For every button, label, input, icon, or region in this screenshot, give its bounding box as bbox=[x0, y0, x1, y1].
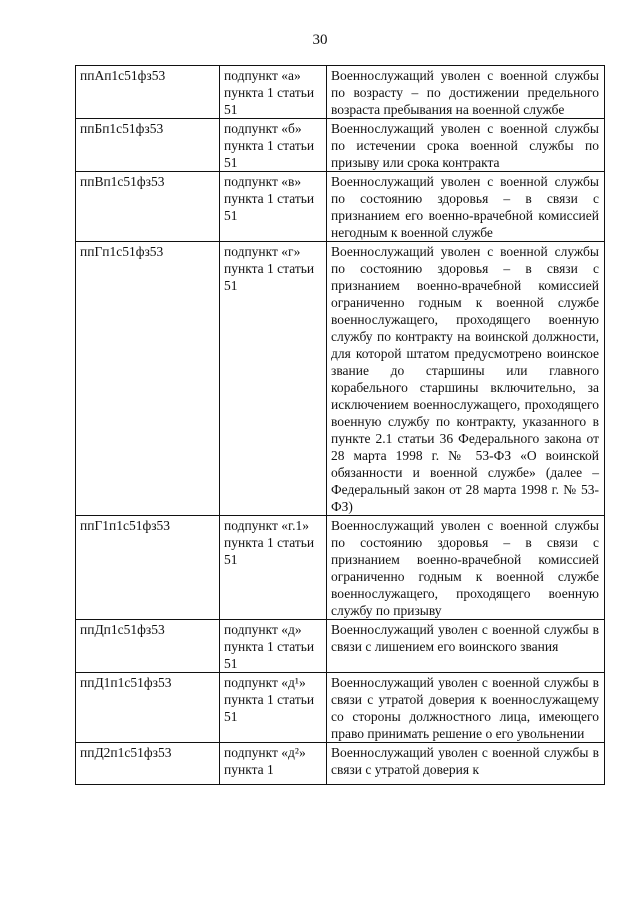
reference-cell: подпункт «г» пункта 1 статьи 51 bbox=[220, 242, 327, 516]
page-number: 30 bbox=[312, 32, 328, 48]
table-row bbox=[76, 242, 605, 516]
reference-cell: подпункт «д¹» пункта 1 статьи 51 bbox=[220, 673, 327, 743]
table-row bbox=[76, 119, 605, 172]
description-cell: Военнослужащий уволен с военной службы в связи с утратой доверия к bbox=[327, 743, 605, 785]
description-cell: Военнослужащий уволен с военной службы по состоянию здоровья – в связи с признанием военно-врачебной комиссией ограниченно годным к военной службе военнослужащего, проходящего военную службу по контракту на воинской должности, для которой штатом предусмотрено воинское звание до старшины или главного корабельного старшины включительно, за исключением военнослужащего, проходящего военную службу по контракту, указанного в пункте 2.1 статьи 36 Федерального закона от 28 марта 1998 г. № 53-ФЗ «О воинской обязанности и военной службе» (далее – Федеральный закон от 28 марта 1998 г. № 53-ФЗ) bbox=[327, 242, 605, 516]
reference-cell: подпункт «а» пункта 1 статьи 51 bbox=[220, 66, 327, 119]
description-cell: Военнослужащий уволен с военной службы по возрасту – по достижении предельного возраста пребывания на военной службе bbox=[327, 66, 605, 119]
code-cell: ппБп1с51фз53 bbox=[76, 119, 220, 172]
reference-cell: подпункт «г.1» пункта 1 статьи 51 bbox=[220, 516, 327, 620]
code-cell: ппГ1п1с51фз53 bbox=[76, 516, 220, 620]
code-cell: ппД2п1с51фз53 bbox=[76, 743, 220, 785]
reference-cell: подпункт «д²» пункта 1 bbox=[220, 743, 327, 785]
code-cell: ппДп1с51фз53 bbox=[76, 620, 220, 673]
table-row bbox=[76, 172, 605, 242]
table-row bbox=[76, 743, 605, 785]
code-cell: ппАп1с51фз53 bbox=[76, 66, 220, 119]
table-row bbox=[76, 673, 605, 743]
description-cell: Военнослужащий уволен с военной службы по истечении срока военной службы по призыву или срока контракта bbox=[327, 119, 605, 172]
reference-cell: подпункт «в» пункта 1 статьи 51 bbox=[220, 172, 327, 242]
code-cell: ппГп1с51фз53 bbox=[76, 242, 220, 516]
code-cell: ппВп1с51фз53 bbox=[76, 172, 220, 242]
description-cell: Военнослужащий уволен с военной службы в связи с лишением его воинского звания bbox=[327, 620, 605, 673]
table-row bbox=[76, 66, 605, 119]
description-cell: Военнослужащий уволен с военной службы по состоянию здоровья – в связи с признанием его военно-врачебной комиссией негодным к военной службе bbox=[327, 172, 605, 242]
table-row bbox=[76, 516, 605, 620]
table-row bbox=[76, 620, 605, 673]
reference-cell: подпункт «д» пункта 1 статьи 51 bbox=[220, 620, 327, 673]
reference-cell: подпункт «б» пункта 1 статьи 51 bbox=[220, 119, 327, 172]
description-cell: Военнослужащий уволен с военной службы в связи с утратой доверия к военнослужащему со стороны должностного лица, имеющего право принимать решение о его увольнении bbox=[327, 673, 605, 743]
codes-table bbox=[75, 65, 605, 785]
code-cell: ппД1п1с51фз53 bbox=[76, 673, 220, 743]
description-cell: Военнослужащий уволен с военной службы по состоянию здоровья – в связи с признанием военно-врачебной комиссией ограниченно годным к военной службе военнослужащего, проходящего военную службу по призыву bbox=[327, 516, 605, 620]
